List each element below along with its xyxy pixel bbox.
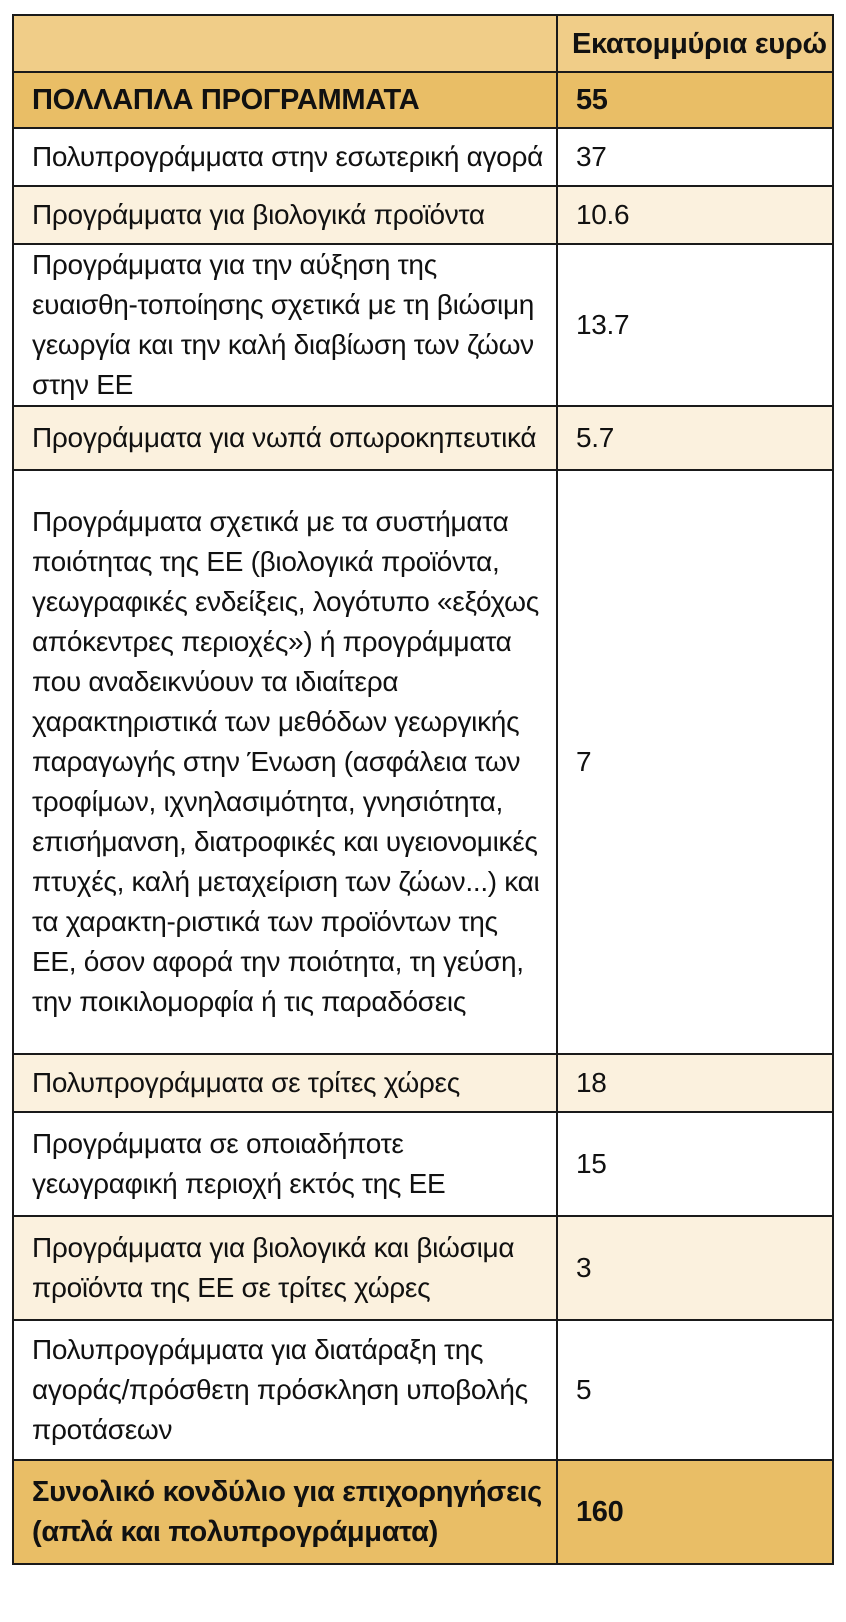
- budget-table: [12, 14, 834, 1565]
- row-value: 3: [557, 1216, 833, 1320]
- row-label: Πολυπρογράμματα για διατάραξη της αγοράς/πρόσθετη πρόσκληση υποβολής προτάσεων: [13, 1320, 557, 1460]
- table-row: [13, 186, 833, 244]
- table-row: [13, 244, 833, 406]
- row-value: 5.7: [557, 406, 833, 470]
- table-row: [13, 128, 833, 186]
- row-label: Προγράμματα σε οποιαδήποτε γεωγραφική περιοχή εκτός της ΕΕ: [13, 1112, 557, 1216]
- row-label: Πολυπρογράμματα σε τρίτες χώρες: [13, 1054, 557, 1112]
- table-row: [13, 1320, 833, 1460]
- row-label: Προγράμματα για την αύξηση της ευαισθη-τοποίησης σχετικά με τη βιώσιμη γεωργία και την καλή διαβίωση των ζώων στην ΕΕ: [13, 244, 557, 406]
- total-value: 160: [557, 1460, 833, 1564]
- row-label: Πολυπρογράμματα στην εσωτερική αγορά: [13, 128, 557, 186]
- row-value: 7: [557, 470, 833, 1054]
- table-row: [13, 1054, 833, 1112]
- total-row: [13, 1460, 833, 1564]
- table-header-row: [13, 15, 833, 72]
- section-label: ΠΟΛΛΑΠΛΑ ΠΡΟΓΡΑΜΜΑΤΑ: [13, 72, 557, 128]
- row-value: 10.6: [557, 186, 833, 244]
- section-row: [13, 72, 833, 128]
- row-value: 5: [557, 1320, 833, 1460]
- row-value: 37: [557, 128, 833, 186]
- row-label: Προγράμματα για βιολογικά και βιώσιμα προϊόντα της ΕΕ σε τρίτες χώρες: [13, 1216, 557, 1320]
- row-value: 15: [557, 1112, 833, 1216]
- section-value: 55: [557, 72, 833, 128]
- header-label-cell: [13, 15, 557, 72]
- row-label: Προγράμματα για νωπά οπωροκηπευτικά: [13, 406, 557, 470]
- row-label: Προγράμματα για βιολογικά προϊόντα: [13, 186, 557, 244]
- table-row: [13, 1112, 833, 1216]
- table-row: [13, 406, 833, 470]
- table-row: [13, 1216, 833, 1320]
- row-value: 13.7: [557, 244, 833, 406]
- row-value: 18: [557, 1054, 833, 1112]
- row-label: Προγράμματα σχετικά με τα συστήματα ποιότητας της ΕΕ (βιολογικά προϊόντα, γεωγραφικές ενδείξεις, λογότυπο «εξόχως απόκεντρες περιοχές») ή προγράμματα που αναδεικνύουν τα ιδιαίτερα χαρακτηριστικά των μεθόδων γεωργικής παραγωγής στην Ένωση (ασφάλεια των τροφίμων, ιχνηλασιμότητα, γνησιότητα, επισήμανση, διατροφικές και υγειονομικές πτυχές, καλή μεταχείριση των ζώων...) και τα χαρακτη-ριστικά των προϊόντων της ΕΕ, όσον αφορά την ποιότητα, τη γεύση, την ποικιλομορφία ή τις παραδόσεις: [13, 470, 557, 1054]
- total-label: Συνολικό κονδύλιο για επιχορηγήσεις (απλά και πολυπρογράμματα): [13, 1460, 557, 1564]
- table-row: [13, 470, 833, 1054]
- header-value-cell: Εκατομμύρια ευρώ: [557, 15, 833, 72]
